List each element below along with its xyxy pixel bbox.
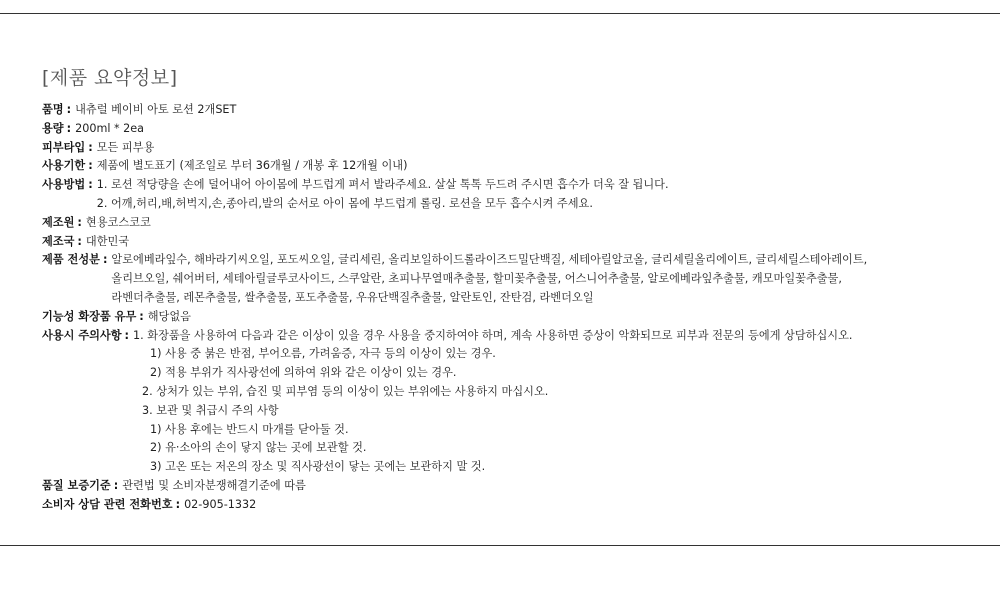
value-quality: 관련법 및 소비자분쟁해결기준에 따름 bbox=[122, 478, 306, 492]
caution-line: 1) 사용 후에는 반드시 마개를 닫아둘 것. bbox=[150, 422, 349, 436]
value-country: 대한민국 bbox=[85, 234, 130, 248]
row-consumer-phone bbox=[42, 496, 992, 515]
value-product-name: 내츄럴 베이비 아토 로션 2개SET bbox=[75, 103, 237, 116]
row-ingredients bbox=[42, 251, 992, 307]
caution-line: 2) 유·소아의 손이 닿지 않는 곳에 보관할 것. bbox=[150, 441, 367, 455]
colon: : bbox=[88, 159, 93, 173]
value-expiry: 제품에 별도표기 (제조일로 부터 36개월 / 개봉 후 12개월 이내) bbox=[96, 159, 408, 173]
row-manufacturer bbox=[42, 214, 992, 233]
label-product-name: 품명 bbox=[42, 103, 64, 116]
ingredients-lines bbox=[111, 251, 867, 307]
label-consumer-phone: 소비자 상담 관련 전화번호 bbox=[42, 497, 173, 511]
label-caution: 사용시 주의사항 bbox=[42, 328, 122, 342]
colon: : bbox=[77, 234, 82, 248]
colon: : bbox=[77, 215, 82, 229]
value-manufacturer: 현용코스코코 bbox=[85, 215, 151, 229]
label-country: 제조국 bbox=[42, 234, 75, 248]
caution-line: 3. 보관 및 취급시 주의 사항 bbox=[142, 403, 279, 417]
colon: : bbox=[113, 478, 119, 492]
row-functional bbox=[42, 308, 992, 327]
caution-lines bbox=[133, 327, 852, 477]
section-title: [제품 요약정보] bbox=[42, 67, 178, 89]
label-manufacturer: 제조원 bbox=[42, 215, 75, 229]
product-info-list bbox=[42, 101, 992, 515]
row-caution bbox=[42, 327, 992, 477]
colon: : bbox=[102, 253, 108, 267]
caution-line: 1) 사용 중 붉은 반점, 부어오름, 가려움증, 자극 등의 이상이 있는 경우. bbox=[150, 347, 496, 361]
row-quality bbox=[42, 477, 992, 496]
caution-line: 3) 고온 또는 저온의 장소 및 직사광선이 닿는 곳에는 보관하지 말 것. bbox=[150, 460, 486, 474]
row-country bbox=[42, 233, 992, 252]
row-expiry bbox=[42, 157, 992, 176]
colon: : bbox=[139, 309, 144, 323]
ingredients-line: 알로에베라잎수, 해바라기씨오일, 포도씨오일, 글리세린, 올리보일하이드롤라이즈드밀단백질, 세테아릴알코올, 글리세릴올리에이트, 글리세릴스테아레이트, bbox=[111, 253, 868, 267]
bottom-divider bbox=[0, 545, 1000, 546]
label-ingredients: 제품 전성분 bbox=[42, 253, 100, 267]
label-expiry: 사용기한 bbox=[42, 159, 86, 173]
row-usage bbox=[42, 176, 992, 214]
label-skin-type: 피부타입 bbox=[42, 140, 86, 154]
top-divider bbox=[0, 13, 1000, 14]
row-skin-type bbox=[42, 139, 992, 158]
usage-line: 1. 로션 적당량을 손에 덜어내어 아이몸에 부드럽게 펴서 발라주세요. 살살 톡톡 두드려 주시면 흡수가 더욱 잘 됩니다. bbox=[96, 178, 669, 192]
usage-line: 2. 어깨,허리,배,허벅지,손,종아리,발의 순서로 아이 몸에 부드럽게 롤링. 로션을 모두 흡수시켜 주세요. bbox=[96, 196, 593, 210]
row-volume bbox=[42, 120, 992, 139]
value-volume: 200ml * 2ea bbox=[75, 121, 145, 135]
label-volume: 용량 bbox=[42, 121, 64, 135]
colon: : bbox=[66, 121, 72, 135]
ingredients-line: 올리브오일, 쉐어버터, 세테아릴글루코사이드, 스쿠알란, 초피나무열매추출물, 할미꽃추출물, 어스니어추출물, 알로에베라잎추출물, 캐모마일꽃추출물, bbox=[111, 272, 842, 286]
caution-line: 1. 화장품을 사용하여 다음과 같은 이상이 있을 경우 사용을 중지하여야 하며, 계속 사용하면 증상이 악화되므로 피부과 전문의 등에게 상담하십시오. bbox=[133, 328, 853, 342]
label-usage: 사용방법 bbox=[42, 178, 86, 192]
colon: : bbox=[175, 497, 181, 511]
label-functional: 기능성 화장품 유무 bbox=[42, 309, 137, 323]
colon: : bbox=[66, 103, 72, 116]
row-product-name bbox=[42, 101, 992, 120]
value-skin-type: 모든 피부용 bbox=[96, 140, 155, 154]
colon: : bbox=[124, 328, 130, 342]
value-consumer-phone: 02-905-1332 bbox=[184, 497, 257, 511]
colon: : bbox=[88, 140, 93, 154]
usage-lines bbox=[97, 176, 669, 214]
colon: : bbox=[88, 178, 93, 192]
caution-line: 2) 적용 부위가 직사광선에 의하여 위와 같은 이상이 있는 경우. bbox=[150, 366, 457, 380]
ingredients-line: 라벤더추출물, 레몬추출물, 쌀추출물, 포도추출물, 우유단백질추출물, 알란토인, 잔탄검, 라벤더오일 bbox=[111, 290, 594, 304]
value-functional: 해당없음 bbox=[147, 309, 191, 323]
caution-line: 2. 상처가 있는 부위, 습진 및 피부염 등의 이상이 있는 부위에는 사용하지 마십시오. bbox=[142, 384, 549, 398]
label-quality: 품질 보증기준 bbox=[42, 478, 111, 492]
